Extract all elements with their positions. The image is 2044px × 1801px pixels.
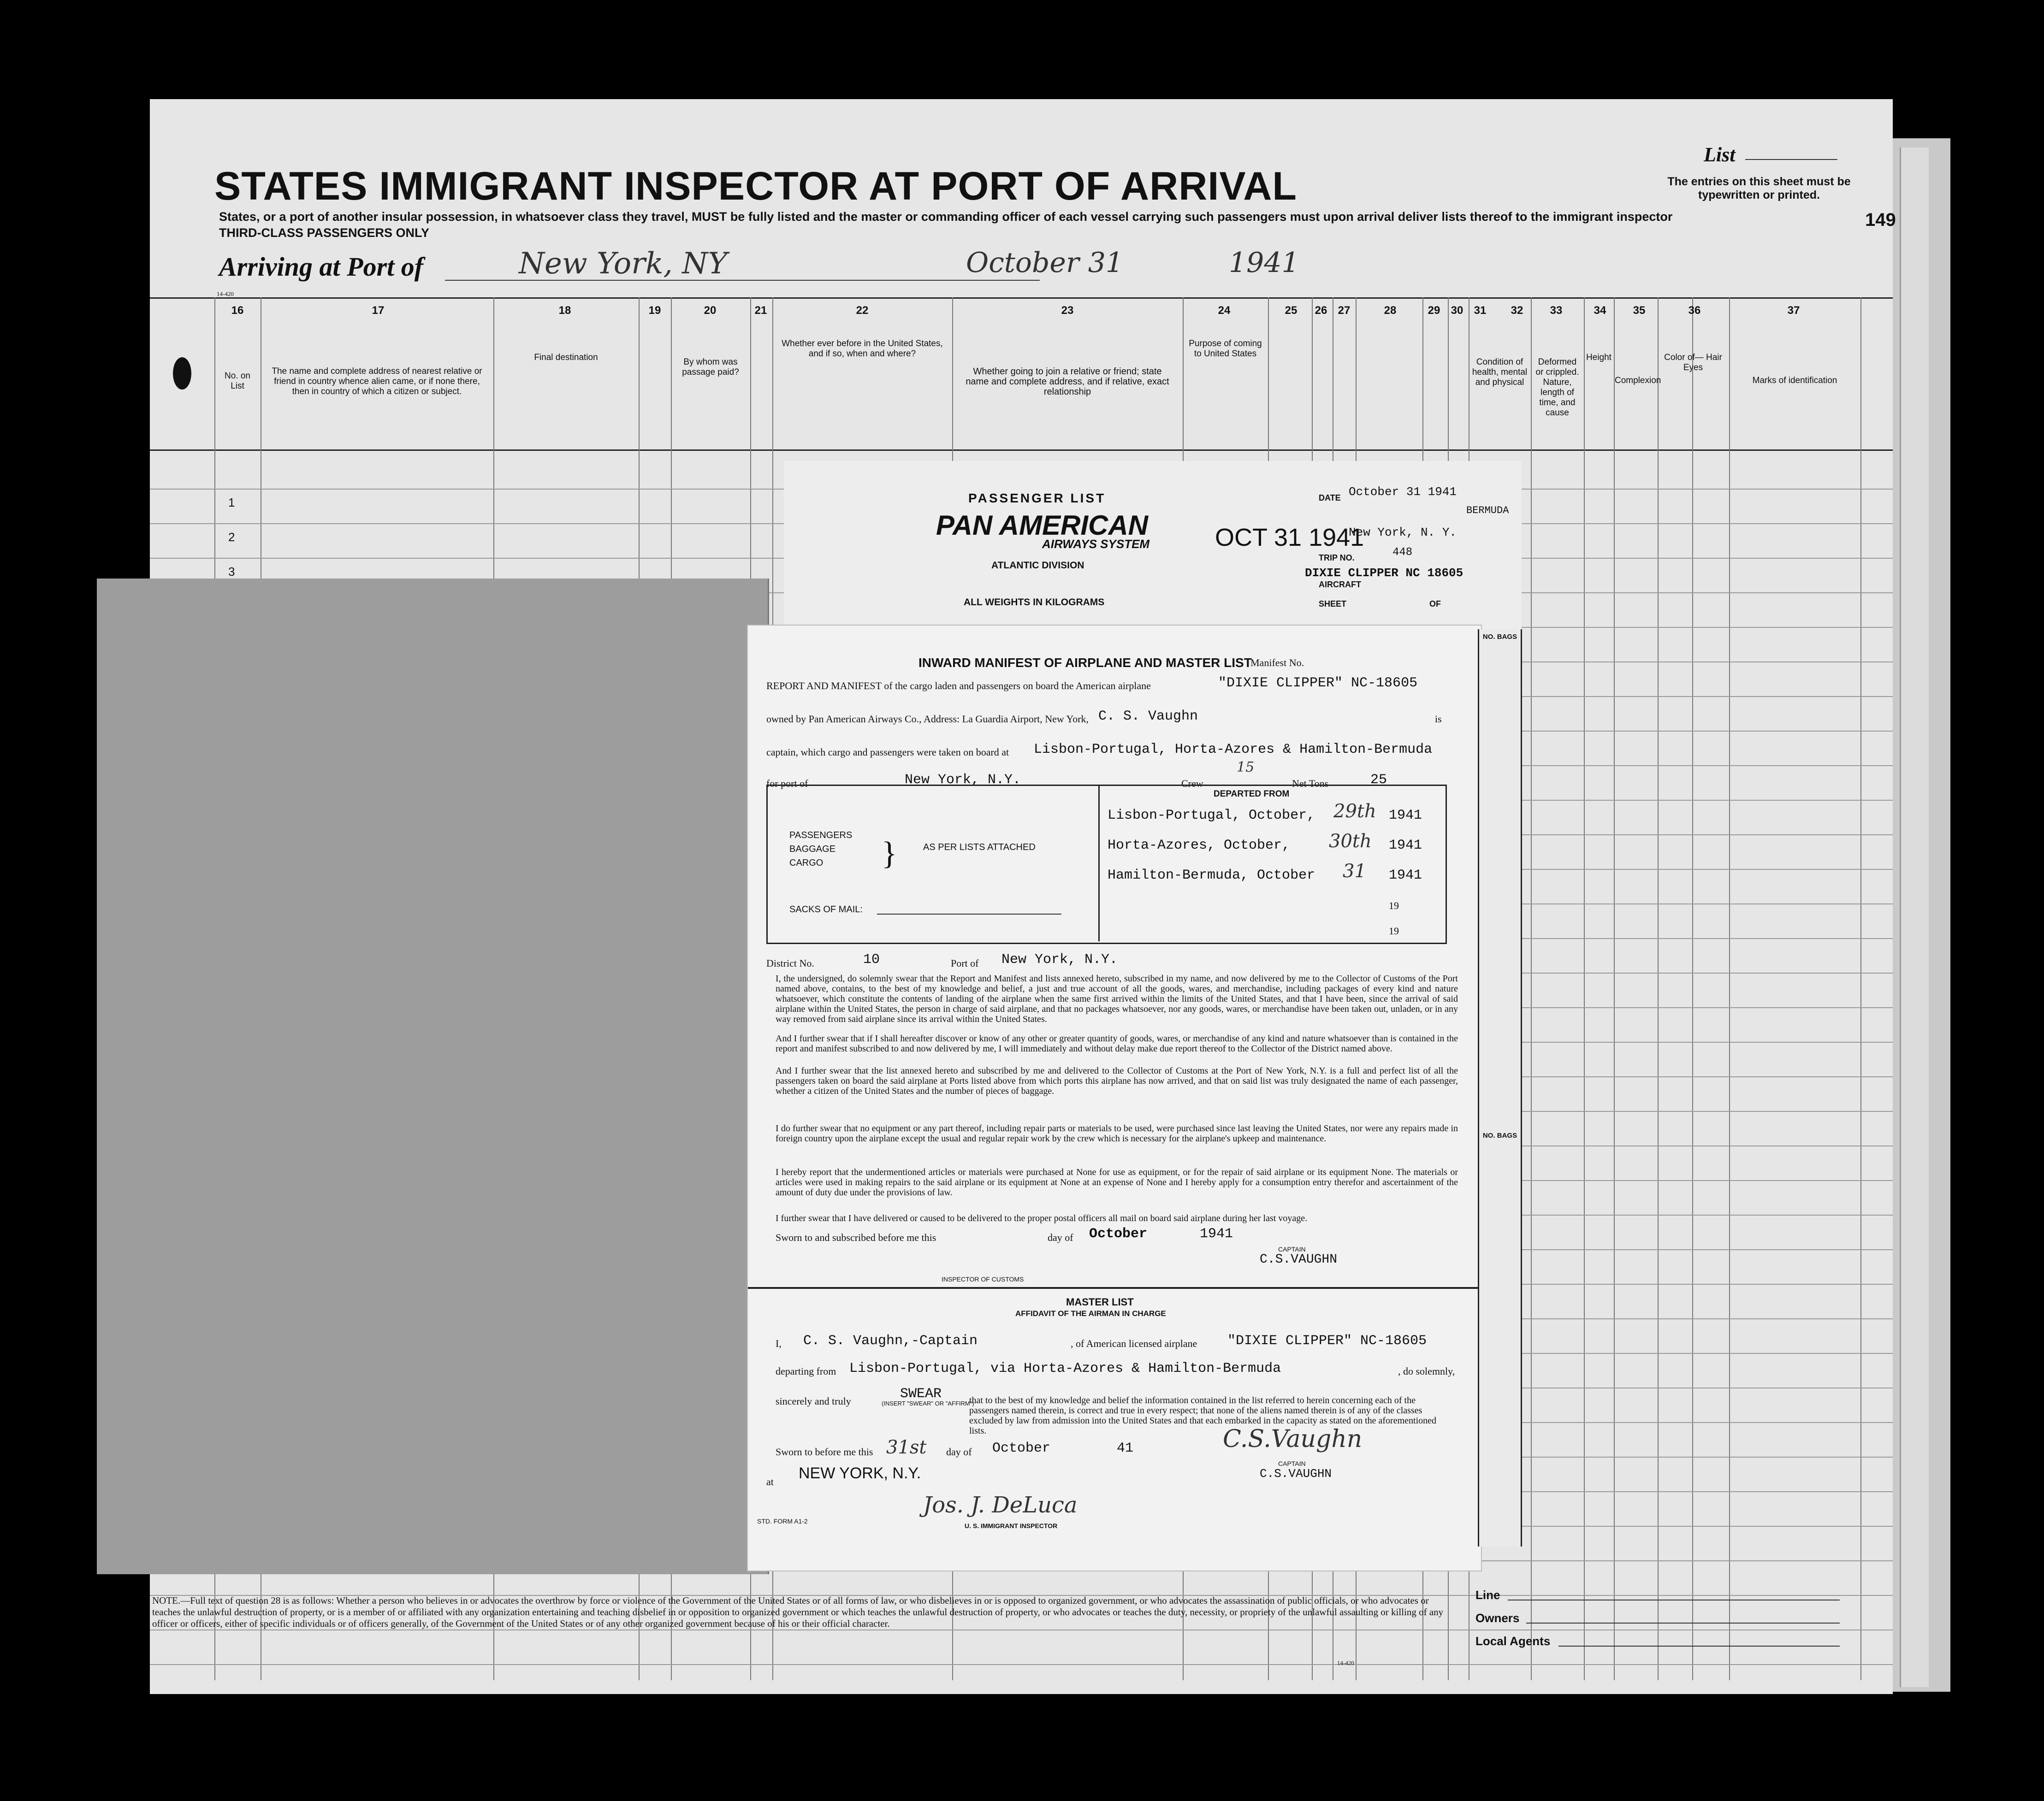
captain-typed-sig: C.S.VAUGHN bbox=[1260, 1252, 1338, 1267]
crew-value: 15 bbox=[1237, 759, 1255, 775]
col-num-16: 16 bbox=[231, 304, 244, 317]
col-hdr-20: By whom was passage paid? bbox=[682, 357, 739, 377]
departure-1-year: 1941 bbox=[1389, 808, 1422, 823]
inspector-of-customs-caption: INSPECTOR OF CUSTOMS bbox=[942, 1275, 1024, 1283]
trip-label: TRIP NO. bbox=[1319, 553, 1355, 562]
sworn-month: October bbox=[1089, 1226, 1148, 1242]
std-form-code: STD. FORM A1-2 bbox=[757, 1518, 808, 1525]
weights-note: ALL WEIGHTS IN KILOGRAMS bbox=[964, 597, 1105, 608]
col-num-17: 17 bbox=[372, 304, 385, 317]
entries-note: The entries on this sheet must be typewritten or printed. bbox=[1667, 175, 1851, 201]
cargo-label-baggage: BAGGAGE bbox=[789, 844, 836, 854]
oath-paragraph-5: I hereby report that the undermentioned articles or materials were purchased at None for use as equipment, or for the repair of said airplane or its equipment None. The materials or articles were used in making repairs to the said airplane or its equipment at None at an expense of None and I hereby apply for a consumption entry therefor and ascertainment of the amount of duty due under the provisions of law. bbox=[776, 1167, 1458, 1198]
for-port-label: for port of bbox=[766, 778, 808, 789]
oath-paragraph-6: I further swear that I have delivered or caused to be delivered to the proper postal officers all mail on board said airplane during her last voyage. bbox=[776, 1213, 1308, 1223]
boarded-at: Lisbon-Portugal, Horta-Azores & Hamilton-Bermuda bbox=[1034, 742, 1433, 757]
col-num-21: 21 bbox=[754, 304, 767, 317]
is-label: is bbox=[1435, 713, 1442, 725]
manifest-title: INWARD MANIFEST OF AIRPLANE AND MASTER LIST bbox=[918, 655, 1252, 670]
at-label: at bbox=[766, 1476, 774, 1488]
aircraft-label: AIRCRAFT bbox=[1319, 580, 1361, 589]
airways-system: AIRWAYS SYSTEM bbox=[1042, 537, 1150, 551]
col-num-18: 18 bbox=[558, 304, 571, 317]
col-hdr-37: Marks of identification bbox=[1752, 376, 1837, 385]
col-num-35: 35 bbox=[1633, 304, 1646, 317]
sworn-label: Sworn to and subscribed before me this bbox=[776, 1232, 936, 1243]
day-of-label: day of bbox=[1048, 1232, 1073, 1243]
local-agents-label: Local Agents bbox=[1475, 1634, 1551, 1648]
oath-paragraph-3: And I further swear that the list annexed hereto and subscribed by me and delivered to the Collector of Customs at the Port of New York, N.Y. is a full and perfect list of all the passengers taken on board the said airplane at Ports listed above from which ports this airplane has now arrived, and that on said list was truly designated the name of each passenger, whether a citizen of the United States and the number of pieces of baggage. bbox=[776, 1066, 1458, 1096]
master-sworn-label: Sworn to before me this bbox=[776, 1446, 873, 1458]
net-tons: 25 bbox=[1370, 772, 1387, 788]
line-label: Line bbox=[1475, 1588, 1500, 1602]
master-sworn-month: October bbox=[992, 1441, 1051, 1456]
captain-signature: C.S.Vaughn bbox=[1223, 1425, 1363, 1453]
oath-paragraph-1: I, the undersigned, do solemnly swear that the Report and Manifest and lists annexed hereto, subscribed in my name, and now delivered by me to the Collector of Customs of the Port named above, contains, to the best of my knowledge and belief, a just and true account of all the goods, wares, and merchandise, including packages of every kind and nature whatsoever, which constitute the contents of landing of the airplane when the same first arrived within the limits of the United States, and that I have been, since the arrival of said airplane within the United States, the person in charge of said airplane, and that no packages whatsoever, nor any goods, wares, or merchandise have been taken out, unladen, or in any way removed from said airplane since its arrival within the United States. bbox=[776, 974, 1458, 1024]
footer-form-code: 14-420 bbox=[1337, 1659, 1354, 1666]
col-hdr-34: Height bbox=[1586, 353, 1612, 362]
manifest-no-label: Manifest No. bbox=[1250, 657, 1304, 668]
passenger-list-heading: PASSENGER LIST bbox=[968, 491, 1106, 505]
district-value: 10 bbox=[863, 952, 880, 968]
col-num-22: 22 bbox=[856, 304, 869, 317]
master-captain: C. S. Vaughn,-Captain bbox=[803, 1333, 978, 1349]
footer-note: NOTE.—Full text of question 28 is as follows: Whether a person who believes in or advocates the overthrow by force or violence of the Government of the United States or of all forms of law, or who disbelieves in or is opposed to organized government, or who advocates the assassination of public officials, or who advocates or teaches the unlawful destruction of property, or is a member of or affiliated with any organization entertaining and teaching disbelief in or opposition to organized government or which teaches the unlawful destruction of property, or who advocates or teaches the duty, necessity, or propriety of the unlawful assaulting or killing of any officer or officers, either of specific individuals or of officers generally, of the Government of the United States or of any other organized government because of his or their official character. bbox=[152, 1595, 1444, 1629]
departure-5-year: 19 bbox=[1389, 925, 1399, 937]
departing-label: departing from bbox=[776, 1365, 836, 1377]
col-num-33: 33 bbox=[1550, 304, 1563, 317]
page-subtitle: States, or a port of another insular possession, in whatsoever class they travel, MUST be fully listed and the master or commanding officer of each vessel carrying such passengers must upon arrival deliver lists thereof to the immigrant inspector bbox=[219, 210, 1673, 224]
col-hdr-23: Whether going to join a relative or friend; state name and complete address, and if relative, exact relationship bbox=[966, 366, 1169, 397]
captain-line: captain, which cargo and passengers were taken on board at bbox=[766, 746, 1009, 758]
swear-value: SWEAR bbox=[900, 1386, 942, 1402]
col-hdr-22: Whether ever before in the United States, and if so, when and where? bbox=[782, 339, 943, 359]
departing-route: Lisbon-Portugal, via Horta-Azores & Hamilton-Bermuda bbox=[849, 1361, 1281, 1376]
master-sworn-day: 31st bbox=[886, 1437, 927, 1458]
cargo-label-passengers: PASSENGERS bbox=[789, 830, 853, 840]
col-num-30: 30 bbox=[1451, 304, 1463, 317]
class-line: THIRD-CLASS PASSENGERS ONLY bbox=[219, 226, 430, 240]
master-captain-caption: CAPTAIN bbox=[1278, 1460, 1306, 1467]
sheet-edge-inner bbox=[1900, 148, 1929, 1687]
col-num-24: 24 bbox=[1218, 304, 1231, 317]
col-num-23: 23 bbox=[1061, 304, 1074, 317]
no-bags-label: NO. BAGS bbox=[1482, 633, 1517, 641]
departure-3-day: 31 bbox=[1343, 861, 1366, 882]
at-place: NEW YORK, N.Y. bbox=[799, 1464, 921, 1482]
master-captain-typed: C.S.VAUGHN bbox=[1260, 1467, 1332, 1481]
sincerely-label: sincerely and truly bbox=[776, 1395, 851, 1407]
attached-reverse-sheet bbox=[97, 579, 769, 1574]
arriving-year: 1941 bbox=[1229, 247, 1299, 279]
no-bags-label-2: NO. BAGS bbox=[1482, 1132, 1517, 1140]
col-num-20: 20 bbox=[704, 304, 717, 317]
master-i-label: I, bbox=[776, 1338, 782, 1349]
net-tons-label: Net Tons bbox=[1292, 778, 1329, 789]
pan-american-logo: PAN AMERICAN bbox=[936, 510, 1148, 541]
departure-3-year: 1941 bbox=[1389, 868, 1422, 883]
report-line: REPORT AND MANIFEST of the cargo laden and passengers on board the American airplane bbox=[766, 680, 1151, 691]
of-label: OF bbox=[1429, 599, 1441, 608]
page-title: STATES IMMIGRANT INSPECTOR AT PORT OF ARRIVAL bbox=[214, 164, 1297, 208]
cargo-label-cargo: CARGO bbox=[789, 858, 824, 868]
row-number-1: 1 bbox=[228, 496, 235, 509]
inward-manifest bbox=[747, 625, 1482, 1571]
port-label: Port of bbox=[951, 957, 979, 969]
list-blank bbox=[1745, 159, 1837, 160]
col-num-36: 36 bbox=[1688, 304, 1701, 317]
arriving-label: Arriving at Port of bbox=[219, 252, 424, 282]
row-number-3: 3 bbox=[228, 565, 235, 579]
master-of-label: , of American licensed airplane bbox=[1071, 1338, 1197, 1349]
date-value: October 31 1941 bbox=[1349, 485, 1457, 499]
master-day-of: day of bbox=[946, 1446, 972, 1458]
departure-3-place: Hamilton-Bermuda, October bbox=[1108, 868, 1315, 883]
to-value: New York, N. Y. bbox=[1349, 526, 1457, 539]
captain-caption: CAPTAIN bbox=[1278, 1246, 1306, 1253]
departure-4-year: 19 bbox=[1389, 900, 1399, 911]
airplane-name: "DIXIE CLIPPER" NC-18605 bbox=[1218, 675, 1418, 691]
col-hdr-36: Color of— Hair Eyes bbox=[1664, 353, 1722, 372]
affidavit-text: that to the best of my knowledge and belief the information contained in the list referred to herein concerning each of the passengers named therein, is correct and true in every respect; that none of the aliens named therein is of any of the classes excluded by law from admission into the United States and that each embarked in the capacity as stated on the aforementioned lists. bbox=[969, 1395, 1437, 1436]
sworn-year: 1941 bbox=[1200, 1226, 1233, 1242]
col-num-27: 27 bbox=[1338, 304, 1351, 317]
master-list-subtitle: AFFIDAVIT OF THE AIRMAN IN CHARGE bbox=[1015, 1309, 1166, 1318]
departure-1-place: Lisbon-Portugal, October, bbox=[1108, 808, 1315, 823]
form-code-top: 14-420 bbox=[217, 290, 234, 297]
for-port: New York, N.Y. bbox=[905, 772, 1021, 788]
binder-hole bbox=[173, 357, 191, 390]
departure-2-year: 1941 bbox=[1389, 838, 1422, 853]
col-num-29: 29 bbox=[1428, 304, 1440, 317]
col-num-31: 31 bbox=[1474, 304, 1487, 317]
aircraft-value: DIXIE CLIPPER NC 18605 bbox=[1305, 566, 1463, 580]
sheet-label: SHEET bbox=[1319, 599, 1347, 608]
master-list-title: MASTER LIST bbox=[1066, 1296, 1134, 1308]
arriving-port: New York, NY bbox=[519, 247, 728, 281]
sacks-of-mail-label: SACKS OF MAIL: bbox=[789, 904, 863, 915]
inspector-signature: Jos. J. DeLuca bbox=[923, 1492, 1078, 1518]
solemnly-label: , do solemnly, bbox=[1398, 1365, 1455, 1377]
departure-2-day: 30th bbox=[1329, 831, 1372, 852]
trip-value: 448 bbox=[1392, 546, 1413, 559]
oath-paragraph-2: And I further swear that if I shall hereafter discover or know of any other or greater quantity of goods, wares, or merchandise of any kind and nature whatsoever than is contained in the report and manifest subscribed to and now delivered by me, I will immediately and without delay make due report thereof to the Collector of the District named above. bbox=[776, 1033, 1458, 1054]
col-hdr-32: Condition of health, mental and physical bbox=[1472, 357, 1528, 387]
col-hdr-17: The name and complete address of nearest relative or friend in country whence alien came, or if none there, then in country of which a citizen or subject. bbox=[272, 366, 482, 396]
table-top-rule bbox=[150, 297, 1893, 299]
arriving-date: October 31 bbox=[966, 247, 1124, 279]
col-num-19: 19 bbox=[648, 304, 661, 317]
passenger-list-stub bbox=[784, 461, 1522, 645]
col-num-26: 26 bbox=[1315, 304, 1327, 317]
departure-1-day: 29th bbox=[1333, 801, 1376, 822]
col-num-25: 25 bbox=[1285, 304, 1297, 317]
owned-line: owned by Pan American Airways Co., Address: La Guardia Airport, New York, bbox=[766, 713, 1089, 725]
immigrant-inspector-caption: U. S. IMMIGRANT INSPECTOR bbox=[965, 1522, 1058, 1529]
no-bags-column bbox=[1478, 629, 1522, 1547]
captain-name: C. S. Vaughn bbox=[1098, 709, 1198, 724]
departure-2-place: Horta-Azores, October, bbox=[1108, 838, 1291, 853]
brace: } bbox=[882, 836, 897, 871]
col-hdr-16: No. on List bbox=[225, 371, 250, 391]
master-sworn-year: 41 bbox=[1117, 1441, 1134, 1456]
master-airplane: "DIXIE CLIPPER" NC-18605 bbox=[1227, 1333, 1427, 1349]
row-number-2: 2 bbox=[228, 530, 235, 544]
owners-label: Owners bbox=[1475, 1611, 1520, 1625]
from-value: BERMUDA bbox=[1466, 505, 1509, 516]
list-label: List bbox=[1704, 143, 1736, 166]
district-label: District No. bbox=[766, 957, 814, 969]
table-header-rule bbox=[150, 449, 1893, 451]
oath-paragraph-4: I do further swear that no equipment or any part thereof, including repair parts or materials to be used, were purchased since last leaving the United States, nor were any repairs made in foreign country upon the airplane except the usual and regular repair work by the crew which is necessary for the airplane's upkeep and maintenance. bbox=[776, 1123, 1458, 1144]
col-num-28: 28 bbox=[1384, 304, 1397, 317]
per-lists-label: AS PER LISTS ATTACHED bbox=[923, 842, 1036, 852]
departed-from-heading: DEPARTED FROM bbox=[1214, 789, 1290, 799]
col-hdr-33: Deformed or crippled. Nature, length of time, and cause bbox=[1535, 357, 1579, 418]
col-hdr-24: Purpose of coming to United States bbox=[1189, 339, 1262, 359]
col-hdr-18: Final destination bbox=[534, 353, 598, 362]
page-number: 149 bbox=[1865, 210, 1896, 230]
date-label: DATE bbox=[1319, 493, 1341, 502]
crew-label: Crew bbox=[1181, 778, 1203, 789]
swear-note: (INSERT "SWEAR" OR "AFFIRM") bbox=[882, 1400, 974, 1407]
col-hdr-35: Complexion bbox=[1615, 376, 1661, 385]
col-num-37: 37 bbox=[1787, 304, 1800, 317]
col-num-34: 34 bbox=[1594, 304, 1606, 317]
atlantic-division: ATLANTIC DIVISION bbox=[991, 560, 1084, 571]
port-value: New York, N.Y. bbox=[1001, 952, 1118, 968]
col-num-32: 32 bbox=[1511, 304, 1523, 317]
date-stamp: OCT 31 1941 bbox=[1215, 524, 1364, 551]
